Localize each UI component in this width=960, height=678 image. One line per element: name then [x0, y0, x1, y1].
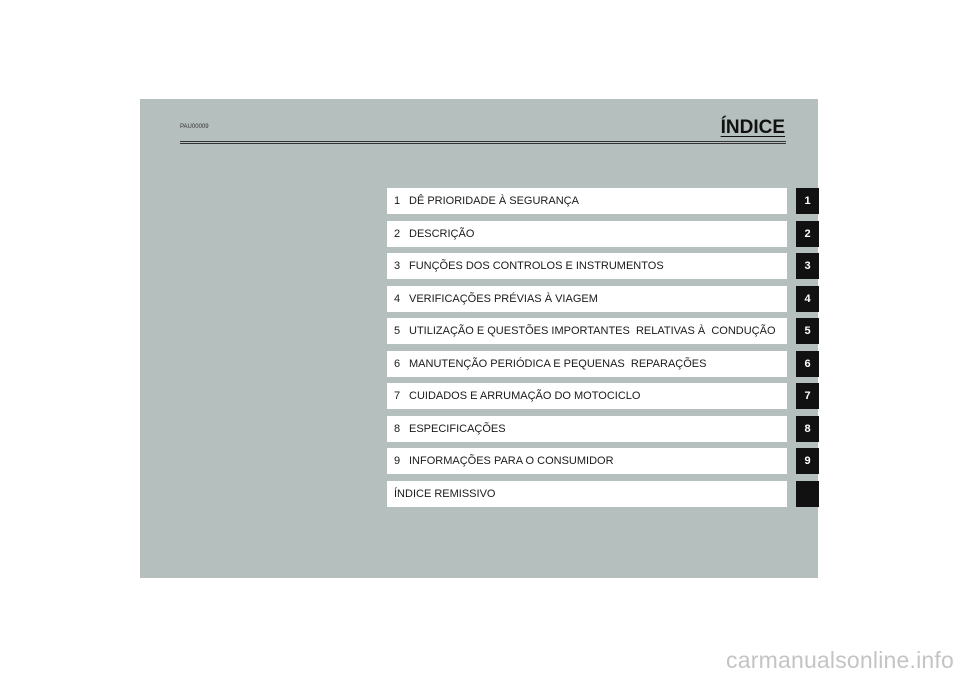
section-tab-4[interactable]: 4	[796, 286, 819, 312]
section-tab-index[interactable]	[796, 481, 819, 507]
toc-item-7[interactable]	[387, 383, 787, 409]
section-tab-9[interactable]: 9	[796, 448, 819, 474]
toc-item-label: FUNÇÕES DOS CONTROLOS E INSTRUMENTOS	[409, 260, 664, 272]
toc-item-number: 1	[394, 195, 401, 207]
toc-item-number: 9	[394, 455, 401, 467]
toc-item-number: 3	[394, 260, 401, 272]
toc-item-3[interactable]	[387, 253, 787, 279]
section-tab-1[interactable]: 1	[796, 188, 819, 214]
manual-page	[140, 99, 818, 578]
header-rule	[180, 141, 786, 144]
toc-item-label: CUIDADOS E ARRUMAÇÃO DO MOTOCICLO	[409, 390, 641, 402]
toc-item-9[interactable]	[387, 448, 787, 474]
toc-item-label: ESPECIFICAÇÕES	[409, 422, 506, 435]
toc-item-index[interactable]	[387, 481, 787, 507]
toc-item-label: UTILIZAÇÃO E QUESTÕES IMPORTANTES RELATIVAS À CONDUÇÃO	[409, 325, 776, 337]
toc-item-6[interactable]	[387, 351, 787, 377]
toc-item-number: 7	[394, 390, 401, 402]
section-tab-6[interactable]: 6	[796, 351, 819, 377]
page-code: PAU00009	[180, 124, 209, 130]
toc-item-number: 8	[394, 422, 401, 435]
toc-item-number: 5	[394, 325, 401, 337]
toc-item-8[interactable]	[387, 416, 787, 442]
toc-item-4[interactable]	[387, 286, 787, 312]
toc-item-label: DESCRIÇÃO	[409, 227, 475, 240]
section-tab-2[interactable]: 2	[796, 221, 819, 247]
toc-item-label: DÊ PRIORIDADE À SEGURANÇA	[409, 195, 579, 207]
toc-item-number: 6	[394, 357, 401, 370]
section-tab-3[interactable]: 3	[796, 253, 819, 279]
watermark: carmanualsonline.info	[726, 647, 954, 673]
toc-item-label: MANUTENÇÃO PERIÓDICA E PEQUENAS REPARAÇÕES	[409, 357, 707, 370]
toc-item-number: 4	[394, 292, 401, 305]
section-tab-8[interactable]: 8	[796, 416, 819, 442]
toc-item-2[interactable]	[387, 221, 787, 247]
page-title: ÍNDICE	[720, 117, 785, 138]
toc-item-5[interactable]	[387, 318, 787, 344]
toc-item-label: INFORMAÇÕES PARA O CONSUMIDOR	[409, 455, 614, 467]
toc-item-label: ÍNDICE REMISSIVO	[394, 487, 496, 500]
toc-item-label: VERIFICAÇÕES PRÉVIAS À VIAGEM	[409, 292, 598, 305]
section-tab-7[interactable]: 7	[796, 383, 819, 409]
toc-item-1[interactable]	[387, 188, 787, 214]
section-tab-5[interactable]: 5	[796, 318, 819, 344]
toc-item-number: 2	[394, 227, 401, 240]
